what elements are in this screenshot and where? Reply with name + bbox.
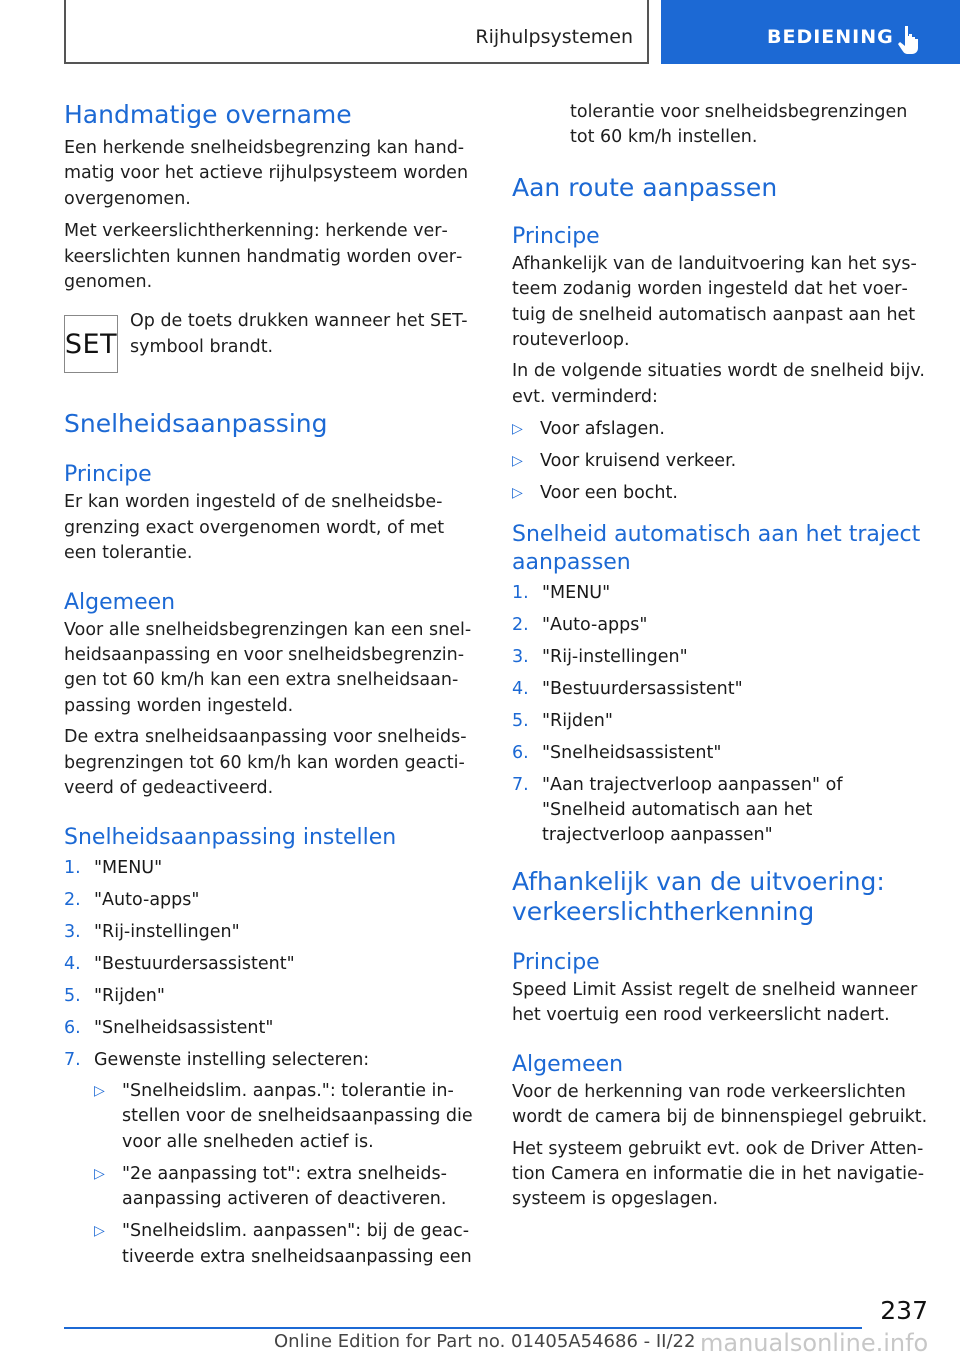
set-instruction-text: Op de toets drukken wanneer het SET- symbool brandt. [130,311,468,357]
list-item: ▷ "Snelheidslim. aanpassen": bij de geac‐ tiveerde extra snelheidsaanpassing een [94,1221,472,1267]
list-item: ▷ Voor kruisend verkeer. [512,451,737,472]
set-key-icon: SET [64,315,118,373]
paragraph-general-1: Voor alle snelheidsbegrenzingen kan een snel‐ heidsaanpassing en voor snelheidsbegrenzin‐ gen tot 60 km/h kan een extra snelheidsaan‐ passing worden ingesteld. [64,619,472,716]
list-item: 1. "MENU" [512,582,611,603]
list-item: 2. "Auto-apps" [512,614,648,635]
heading-principle-route: Principe [512,223,600,249]
list-item: 4. "Bestuurdersassistent" [512,678,743,699]
heading-general-traffic: Algemeen [512,1051,624,1077]
set-button-instruction [64,309,480,373]
list-item: 7. Gewenste instelling selecteren: ▷ "Snelheidslim. aanpas.": tolerantie in‐ stellen voor de snelheidsaanpassing die voor alle snelheden actief is. ▷ "2e aanpassing tot": extra snelheids‐ aanpassing activeren of deactiveren. ▷ "Snelheidslim. aanpassen": bij de geac‐ tiveerde extra snelheidsaanpassing een [64,1048,480,1270]
header-section-tab [64,0,649,64]
paragraph-route-2: In de volgende situaties wordt de snelheid bijv. evt. verminderd: [512,361,925,407]
heading-route-adjust: Aan route aanpassen [512,172,778,202]
list-item: 3. "Rij-instellingen" [512,646,688,667]
list-item: 6. "Snelheidsassistent" [64,1017,274,1038]
paragraph-traffic-2: Voor de herkenning van rode verkeerslichten wordt de camera bij de binnenspiegel gebruikt. [512,1081,928,1128]
paragraph-manual-2: Met verkeerslichtherkenning: herkende ver‐ keerslichten kunnen handmatig worden over‐ genomen. [64,221,463,293]
list-item: ▷ Voor afslagen. [512,419,665,440]
list-item: ▷ "2e aanpassing tot": extra snelheids‐ aanpassing activeren of deactiveren. [94,1163,447,1210]
list-item: 5. "Rijden" [512,710,613,731]
paragraph-general-2: De extra snelheidsaanpassing voor snelheids‐ begrenzingen tot 60 km/h kan worden geacti‐ veerd of gedeactiveerd. [64,727,467,799]
chapter-label: BEDIENING [767,26,894,48]
list-item: 7. "Aan trajectverloop aanpassen" of "Snelheid automatisch aan het trajectverloop aanpassen" [512,774,843,846]
edition-text: Online Edition for Part no. 01405A54686 - II/22 [274,1331,696,1352]
section-label: Rijhulpsystemen [475,26,633,48]
steps-list-right [512,581,930,849]
heading-auto-adjust: Snelheid automatisch aan het traject aanpassen [512,521,921,575]
paragraph-principle: Er kan worden ingesteld of de snelheidsbe‐ grenzing exact overgenomen wordt, of met een tolerantie. [64,492,445,564]
paragraph-traffic-1: Speed Limit Assist regelt de snelheid wanneer het voertuig een rood verkeerslicht nadert. [512,979,918,1026]
steps-list-left [64,856,480,1270]
heading-general: Algemeen [64,589,176,615]
page-number: 237 [880,1296,928,1325]
heading-manual-takeover: Handmatige overname [64,100,352,129]
pointing-hand-icon [897,24,921,54]
heading-set-speed-adjustment: Snelheidsaanpassing instellen [64,824,397,850]
list-item: 3. "Rij-instellingen" [64,921,240,942]
heading-speed-adjustment: Snelheidsaanpassing [64,409,328,439]
heading-principle-traffic: Principe [512,949,600,975]
heading-principle: Principe [64,462,152,488]
sub-bullet-list [94,1079,480,1270]
list-item: 4. "Bestuurdersassistent" [64,953,295,974]
list-item: ▷ Voor een bocht. [512,483,678,504]
paragraph-continuation: tolerantie voor snelheidsbegrenzingen tot 60 km/h instellen. [570,102,908,148]
list-item: ▷ "Snelheidslim. aanpas.": tolerantie in‐ stellen voor de snelheidsaanpassing die voor alle snelheden actief is. [94,1080,473,1152]
paragraph-manual-1: Een herkende snelheidsbegrenzing kan hand‐ matig voor het actieve rijhulpsysteem worden overgenomen. [64,138,469,209]
paragraph-traffic-3: Het systeem gebruikt evt. ook de Driver Atten‐ tion Camera en informatie die in het navigatie‐ systeem is opgeslagen. [512,1138,925,1210]
right-column [512,100,930,1213]
list-item: 6. "Snelheidsassistent" [512,742,722,763]
list-item: 5. "Rijden" [64,985,165,1006]
heading-traffic-light: Afhankelijk van de uitvoering: verkeerslichtherkenning [512,866,885,926]
paragraph-route-1: Afhankelijk van de landuitvoering kan het sys‐ teem zodanig worden ingesteld dat het voer‐ tuig de snelheid automatisch aanpast aan het routeverloop. [512,253,917,351]
list-item: 1. "MENU" [64,857,163,878]
situation-bullet-list [512,417,930,506]
watermark: manualsonline.info [700,1329,929,1357]
left-column [64,100,480,1277]
list-item: 2. "Auto-apps" [64,889,200,910]
header-chapter-tab [661,0,960,64]
